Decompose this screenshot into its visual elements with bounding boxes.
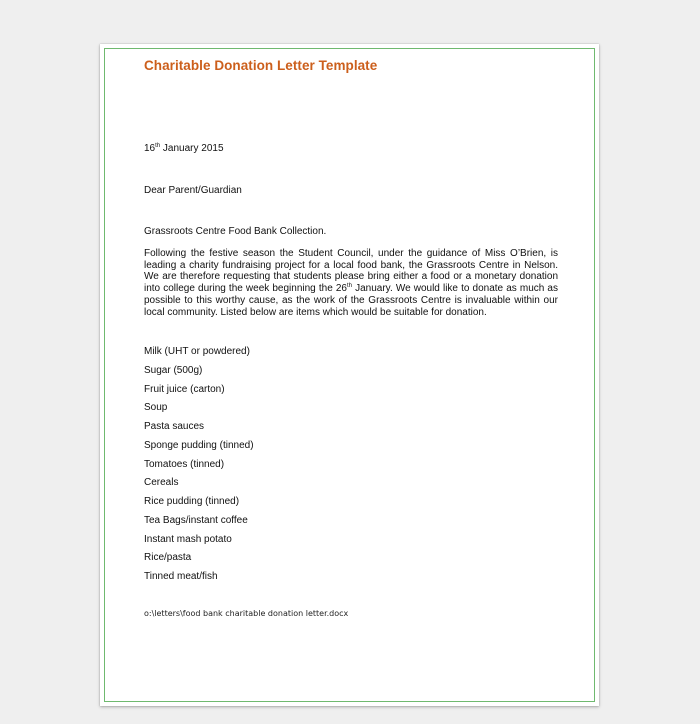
body-line-text: into college during the week beginning the 26 xyxy=(144,283,347,295)
body-line: local community. Listed below are items which would be suitable for donation. xyxy=(144,306,487,318)
body-line: possible to this worthy cause, as the work of the Grassroots Centre is invaluable within our xyxy=(144,294,558,306)
body-line xyxy=(144,283,558,295)
body-line-text: January. We would like to donate as much as xyxy=(352,283,558,295)
donation-items-list xyxy=(144,346,254,590)
document-title: Charitable Donation Letter Template xyxy=(144,58,378,73)
list-item: Cereals xyxy=(144,477,179,489)
list-item: Tomatoes (tinned) xyxy=(144,458,225,470)
list-item: Tea Bags/instant coffee xyxy=(144,514,248,526)
body-line: leading a charity fundraising project for a local food bank, the Grassroots Centre in Nelson. xyxy=(144,259,558,271)
list-item: Instant mash potato xyxy=(144,533,232,545)
list-item: Rice pudding (tinned) xyxy=(144,496,240,507)
document-page xyxy=(100,44,599,706)
body-line: Following the festive season the Student Council, under the guidance of Miss O’Brien, is xyxy=(144,248,558,259)
letter-subject: Grassroots Centre Food Bank Collection. xyxy=(144,226,327,237)
list-item: Sponge pudding (tinned) xyxy=(144,439,254,451)
list-item: Rice/pasta xyxy=(144,552,192,564)
list-item: Sugar (500g) xyxy=(144,364,203,376)
list-item: Pasta sauces xyxy=(144,421,205,432)
date-suffix: th xyxy=(155,143,161,149)
list-item: Fruit juice (carton) xyxy=(144,383,225,395)
file-path: o:\letters\food bank charitable donation letter.docx xyxy=(144,609,349,618)
salutation: Dear Parent/Guardian xyxy=(144,185,242,196)
letter-date xyxy=(144,143,224,155)
list-item: Soup xyxy=(144,402,168,414)
list-item: Milk (UHT or powdered) xyxy=(144,346,250,357)
letter-body xyxy=(144,248,558,318)
date-day: 16 xyxy=(144,143,156,154)
body-line: We are therefore requesting that students please bring either a food or a monetary donation xyxy=(144,271,558,283)
list-item: Tinned meat/fish xyxy=(144,571,218,582)
date-month-year: January 2015 xyxy=(160,143,224,154)
body-line-sup: th xyxy=(346,283,352,290)
